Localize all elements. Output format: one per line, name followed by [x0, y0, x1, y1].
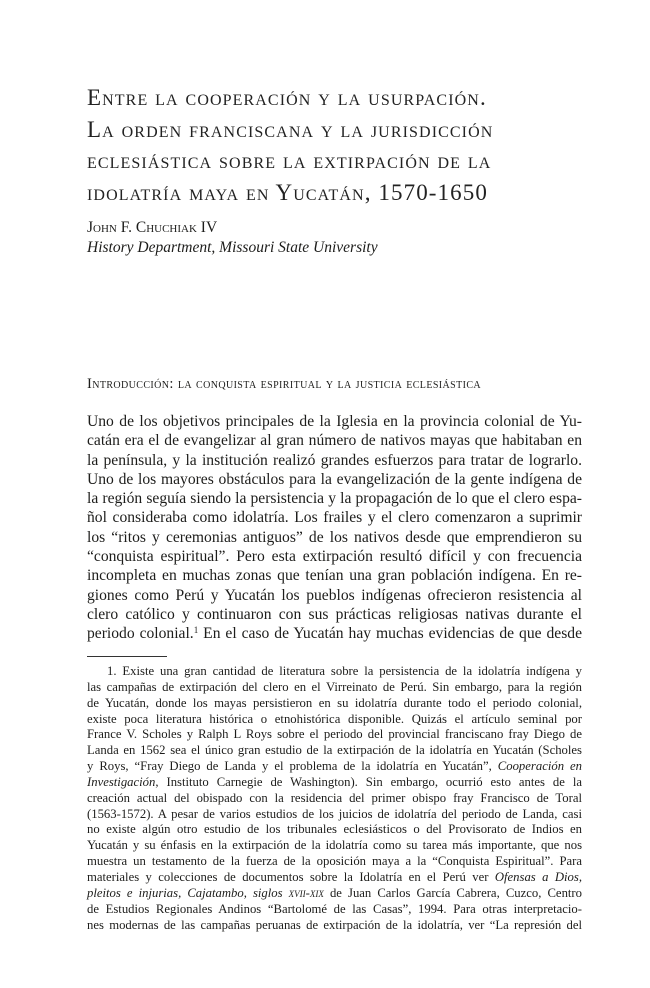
article-title — [87, 82, 587, 208]
author-name-text: John F. Chuchiak IV — [87, 219, 218, 236]
footnote-line: (1563-1572). A pesar de varios estudios de los juicios de idolatría del periodo de Landa, casi — [87, 806, 582, 821]
body-line: Uno de los mayores obstáculos para la evangelización de la gente indígena de — [87, 470, 582, 488]
body-paragraph — [87, 412, 582, 644]
section-heading: Introducción: la conquista espiritual y la justicia eclesiástica — [87, 376, 482, 392]
author-affiliation: History Department, Missouri State University — [87, 239, 378, 256]
footnote-line: muestra un testamento de la fuerza de la oposición maya a la “Conquista Espiritual”. Para — [87, 854, 582, 869]
body-line: giones como Perú y Yucatán los pueblos indígenas ofrecieron resistencia al — [87, 586, 582, 604]
body-line: clero católico y continuaron con sus prácticas religiosas nativas durante el — [87, 605, 582, 623]
footnote-run: , Instituto Carnegie de Washington). Sin embargo, ocurrió esto antes de la — [155, 774, 582, 789]
body-line: catán era el de evangelizar al gran número de nativos mayas que habitaban en — [87, 432, 582, 450]
body-line: ñol consideraba como idolatría. Los frailes y el clero comenzaron a suprimir — [87, 509, 582, 527]
footnote-line — [87, 886, 582, 902]
footnote-line: 1. Existe una gran cantidad de literatura sobre la persistencia de la idolatría indígena y — [107, 664, 582, 678]
footnote-marker[interactable]: 1 — [193, 625, 199, 636]
body-text-run: periodo colonial. — [87, 625, 194, 643]
footnote-line — [87, 775, 582, 791]
footnote-line: las campañas de extirpación del clero en el Virreinato de Perú. Sin embargo, para la región — [87, 679, 582, 694]
author-name — [87, 218, 217, 238]
footnote-line: existe poca literatura histórica o etnohistórica disponible. Quizás el artículo seminal por — [87, 711, 582, 726]
footnote-line — [87, 759, 582, 775]
footnote-run: y Roys, “Fray Diego de Landa y el problema de la idolatría en Yucatán”, — [87, 759, 498, 774]
body-line: incompleta en muchas zonas que tenían una gran población indígena. En re- — [87, 567, 582, 585]
footnote-line: de Yucatán, donde los mayas persistieron en su idolatría durante todo el periodo colonial, — [87, 695, 582, 710]
title-line: La orden franciscana y la jurisdicción — [87, 116, 494, 142]
title-line: eclesiástica sobre la extirpación de la — [87, 148, 492, 173]
footnote-italic-run: Cooperación en — [497, 759, 582, 774]
footnote-line: no existe algún otro estudio de los tribunales eclesiásticos o del Provisorato de Indios en — [87, 822, 582, 837]
footnote-italic-run: Investigación — [87, 774, 156, 789]
footnote — [87, 664, 582, 933]
footnote-smallcaps-run: xvii-xix — [288, 885, 324, 900]
body-line: “conquista espiritual”. Pero esta extirpación resultó difícil y con frecuencia — [87, 548, 582, 566]
body-line: Uno de los objetivos principales de la Iglesia en la provincia colonial de Yu- — [87, 413, 582, 430]
footnote-line — [87, 870, 582, 886]
footnote-line: Yucatán y su énfasis en la extirpación de la idolatría como su tarea más importante, que nos — [87, 838, 582, 853]
footnote-line: France V. Scholes y Ralph L Roys sobre el periodo del provincial franciscano fray Diego de — [87, 727, 582, 742]
body-line: la península, y la institución realizó grandes esfuerzos para tratar de lograrlo. — [87, 451, 582, 469]
footnote-run: de Juan Carlos García Cabrera, Cuzco, Centro — [323, 885, 583, 900]
footnote-run: materiales y colecciones de documentos sobre la Idolatría en el Perú ver — [87, 869, 495, 884]
title-line: Entre la cooperación y la usurpación. — [87, 85, 487, 110]
footnote-line: nes modernas de las campañas peruanas de extirpación de la idolatría, ver “La represión del — [87, 917, 582, 932]
footnote-italic-run: pleitos e injurias, Cajatambo, siglos — [87, 885, 289, 900]
body-line: los “ritos y ceremonias antiguos” de los nativos desde que emprendieron su — [87, 528, 582, 546]
footnote-divider — [87, 656, 167, 657]
footnote-italic-run: Ofensas a Dios, — [494, 869, 582, 884]
title-line: idolatría maya en Yucatán, 1570-1650 — [87, 179, 488, 205]
footnote-line: creación actual del obispado con la residencia del primer obispo fray Francisco de Toral — [87, 790, 582, 805]
footnote-line: de Estudios Regionales Andinos “Bartolomé de las Casas”, 1994. Para otras interpretacio- — [87, 901, 582, 916]
footnote-line: Landa en 1562 sea el único gran estudio de la extirpación de la idolatría en Yucatán (Scholes — [87, 743, 582, 758]
body-line — [87, 624, 582, 643]
body-line: la región seguía siendo la persistencia y la propagación de lo que el clero espa- — [87, 490, 582, 508]
body-text-run: En el caso de Yucatán hay muchas evidencias de que desde — [198, 625, 582, 643]
